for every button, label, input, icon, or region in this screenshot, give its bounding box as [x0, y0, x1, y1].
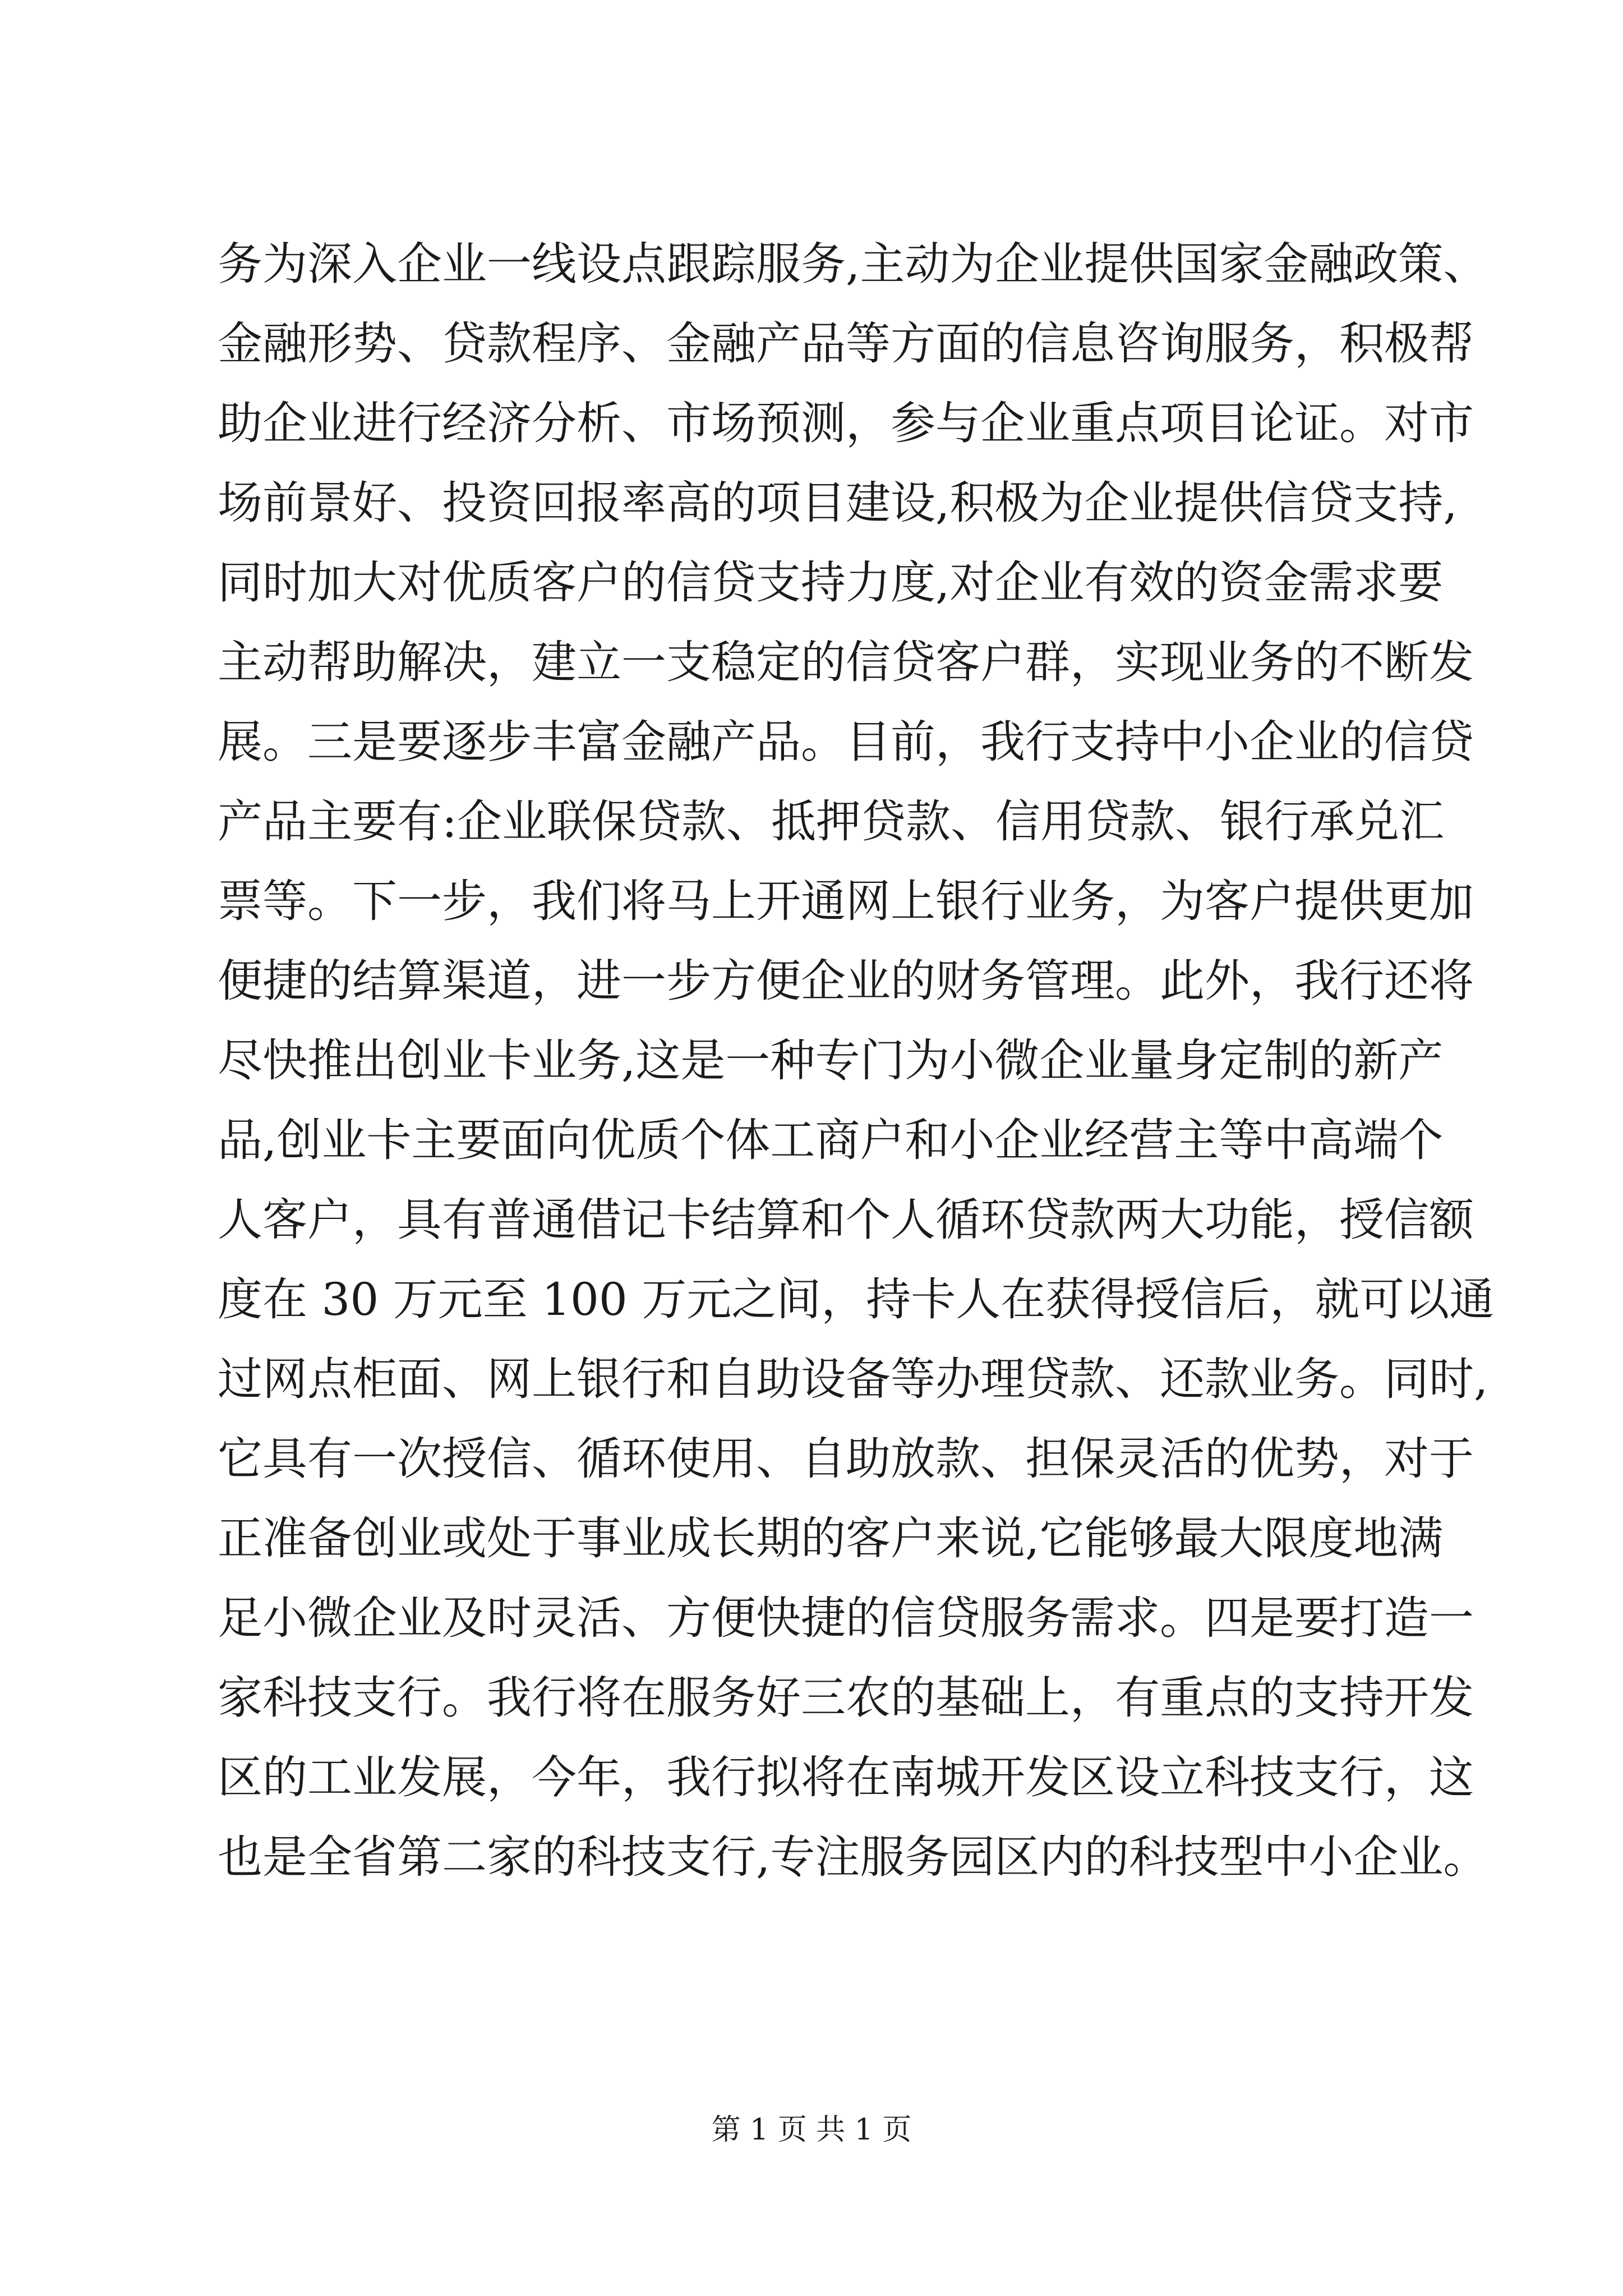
text-line: 金融形势、贷款程序、金融产品等方面的信息咨询服务，积极帮	[218, 318, 1474, 370]
text-line: 产品主要有:企业联保贷款、抵押贷款、信用贷款、银行承兑汇	[218, 795, 1444, 848]
text-line: 也是全省第二家的科技支行,专注服务园区内的科技型中小企业。	[218, 1831, 1488, 1883]
text-line: 尽快推出创业卡业务,这是一种专门为小微企业量身定制的新产	[218, 1034, 1444, 1087]
text-line: 度在 30 万元至 100 万元之间，持卡人在获得授信后，就可以通	[218, 1273, 1495, 1326]
text-line: 务为深入企业一线设点跟踪服务,主动为企业提供国家金融政策、	[218, 238, 1488, 290]
text-line: 品,创业卡主要面向优质个体工商户和小企业经营主等中高端个	[218, 1114, 1444, 1166]
text-line: 助企业进行经济分析、市场预测，参与企业重点项目论证。对市	[218, 397, 1474, 449]
text-line: 正准备创业或处于事业成长期的客户来说,它能够最大限度地满	[218, 1512, 1444, 1565]
text-line: 过网点柜面、网上银行和自助设备等办理贷款、还款业务。同时,	[218, 1353, 1488, 1405]
text-line: 家科技支行。我行将在服务好三农的基础上，有重点的支持开发	[218, 1672, 1474, 1724]
text-line: 便捷的结算渠道，进一步方便企业的财务管理。此外，我行还将	[218, 955, 1474, 1007]
text-line: 同时加大对优质客户的信贷支持力度,对企业有效的资金需求要	[218, 556, 1444, 609]
text-line: 展。三是要逐步丰富金融产品。目前，我行支持中小企业的信贷	[218, 716, 1474, 768]
text-line: 人客户，具有普通借记卡结算和个人循环贷款两大功能，授信额	[218, 1194, 1474, 1246]
text-line: 主动帮助解决，建立一支稳定的信贷客户群，实现业务的不断发	[218, 636, 1474, 688]
text-line: 票等。下一步，我们将马上开通网上银行业务，为客户提供更加	[218, 875, 1474, 927]
text-line: 场前景好、投资回报率高的项目建设,积极为企业提供信贷支持,	[218, 477, 1458, 529]
body-paragraph	[218, 224, 1495, 1897]
text-line: 它具有一次授信、循环使用、自助放款、担保灵活的优势，对于	[218, 1433, 1474, 1485]
text-line: 区的工业发展，今年，我行拟将在南城开发区设立科技支行，这	[218, 1751, 1474, 1803]
text-line: 足小微企业及时灵活、方便快捷的信贷服务需求。四是要打造一	[218, 1592, 1474, 1644]
page-footer: 第 1 页 共 1 页	[711, 2113, 912, 2147]
